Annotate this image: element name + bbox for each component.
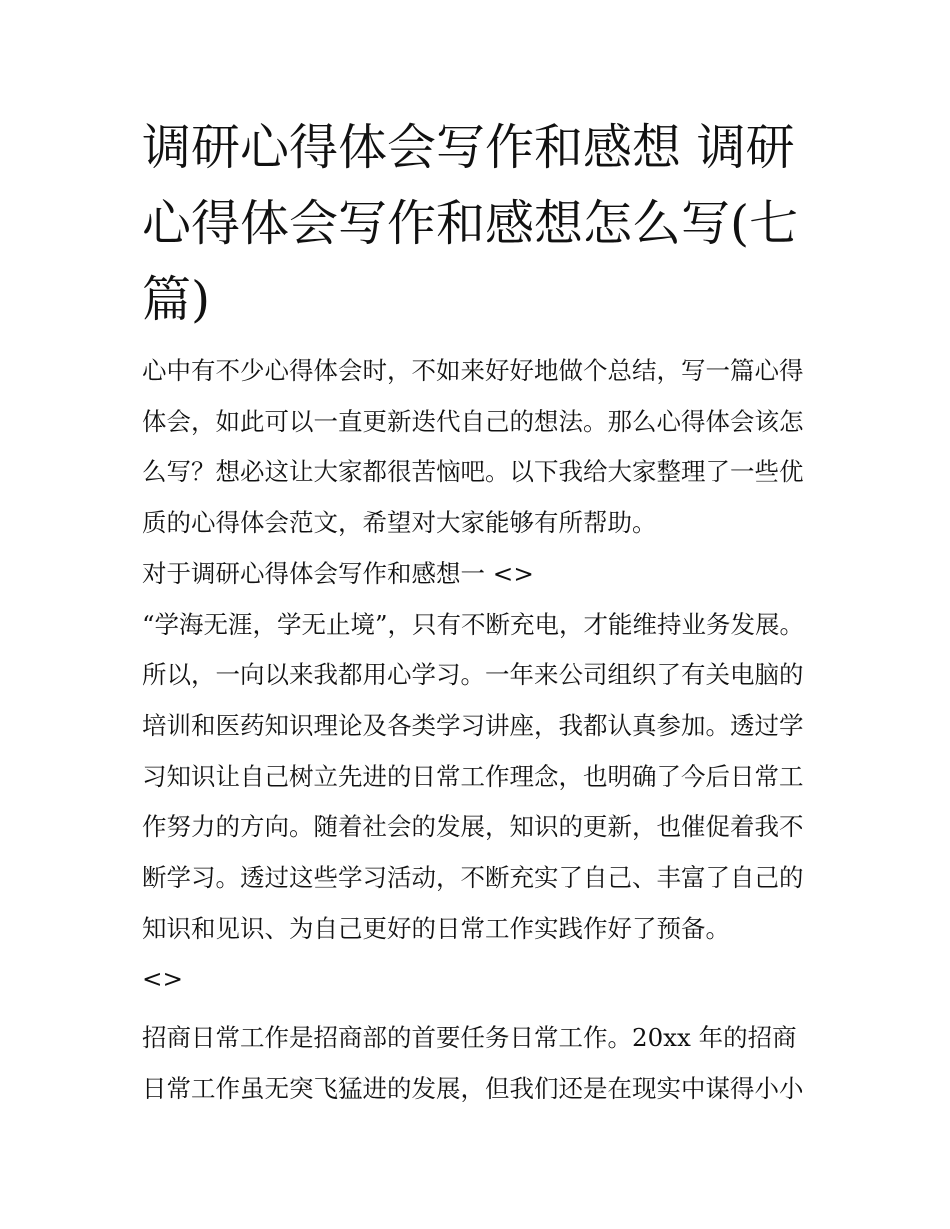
intro-paragraph: 心中有不少心得体会时，不如来好好地做个总结，写一篇心得体会，如此可以一直更新迭代自己的想法。那么心得体会该怎么写？想必这让大家都很苦恼吧。以下我给大家整理了一些优质的心得体会范文，希望对大家能够有所帮助。 [142,356,804,538]
document-content [142,110,814,1115]
document-title: 调研心得体会写作和感想 调研心得体会写作和感想怎么写(七篇) [142,119,799,328]
section-heading: 对于调研心得体会写作和感想一 <> [142,558,534,588]
spacer [142,1005,814,1013]
section-paragraph-2: 招商日常工作是招商部的首要任务日常工作。20xx 年的招商日常工作虽无突飞猛进的发展，但我们还是在现实中谋得小小 [142,1023,804,1103]
section-paragraph: “学海无涯，学无止境”，只有不断充电，才能维持业务发展。所以，一向以来我都用心学习。一年来公司组织了有关电脑的培训和医药知识理论及各类学习讲座，我都认真参加。透过学习知识让自己树立先进的日常工作理念，也明确了今后日常工作努力的方向。随着社会的发展，知识的更新，也催促着我不断学习。透过这些学习活动，不断充实了自己、丰富了自己的知识和见识、为自己更好的日常工作实践作好了预备。 [142,609,805,943]
section-marker: <> [142,964,184,994]
